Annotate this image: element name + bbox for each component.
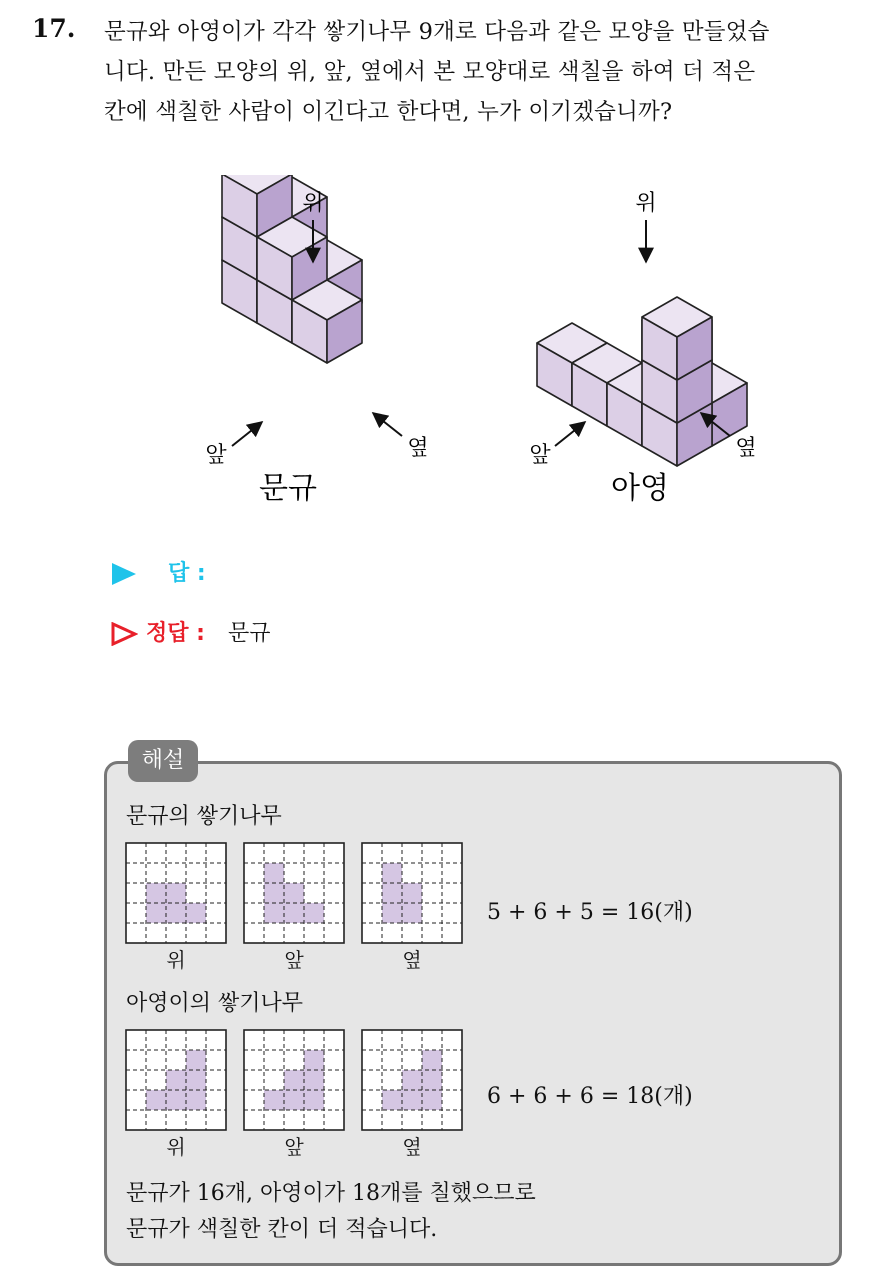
correct-answer-label: 정답 : — [146, 621, 205, 646]
view-grid — [126, 843, 226, 943]
label-side: 옆 — [735, 436, 757, 461]
grid-label: 옆 — [402, 948, 422, 972]
correct-answer-value: 문규 — [227, 621, 271, 646]
question-line-3: 칸에 색칠한 사람이 이긴다고 한다면, 누가 이기겠습니까? — [104, 99, 673, 125]
question-number: 17. — [32, 14, 76, 43]
explanation-tag: 해설 — [128, 740, 198, 782]
view-grid — [362, 1030, 462, 1130]
label-top: 위 — [302, 191, 324, 216]
view-grid — [362, 843, 462, 943]
section2-title: 아영이의 쌓기나무 — [126, 991, 304, 1016]
grid-label: 앞 — [284, 1135, 304, 1159]
label-top: 위 — [635, 191, 657, 216]
view-grid — [244, 1030, 344, 1130]
view-grid — [126, 1030, 226, 1130]
answer-label: 답 : — [168, 561, 206, 586]
label-front: 앞 — [205, 443, 227, 468]
grid-label: 위 — [166, 1135, 186, 1159]
conclusion-line-1: 문규가 16개, 아영이가 18개를 칠했으므로 — [126, 1181, 536, 1206]
grid-label: 옆 — [402, 1135, 422, 1159]
figure-name-mungyu: 문규 — [259, 471, 317, 506]
question-line-2: 니다. 만든 모양의 위, 앞, 옆에서 본 모양대로 색칠을 하여 더 적은 — [104, 59, 756, 85]
section1-title: 문규의 쌓기나무 — [126, 804, 282, 829]
equation-2: 6 + 6 + 6 = 18(개) — [487, 1084, 693, 1109]
label-side: 옆 — [407, 436, 429, 461]
figure-name-ayoung: 아영 — [611, 471, 669, 506]
view-grid — [244, 843, 344, 943]
conclusion-line-2: 문규가 색칠한 칸이 더 적습니다. — [126, 1217, 438, 1242]
question-line-1: 문규와 아영이가 각각 쌓기나무 9개로 다음과 같은 모양을 만들었습 — [104, 19, 770, 45]
grid-label: 앞 — [284, 948, 304, 972]
grid-label: 위 — [166, 948, 186, 972]
label-front: 앞 — [529, 443, 551, 468]
equation-1: 5 + 6 + 5 = 16(개) — [487, 900, 693, 925]
